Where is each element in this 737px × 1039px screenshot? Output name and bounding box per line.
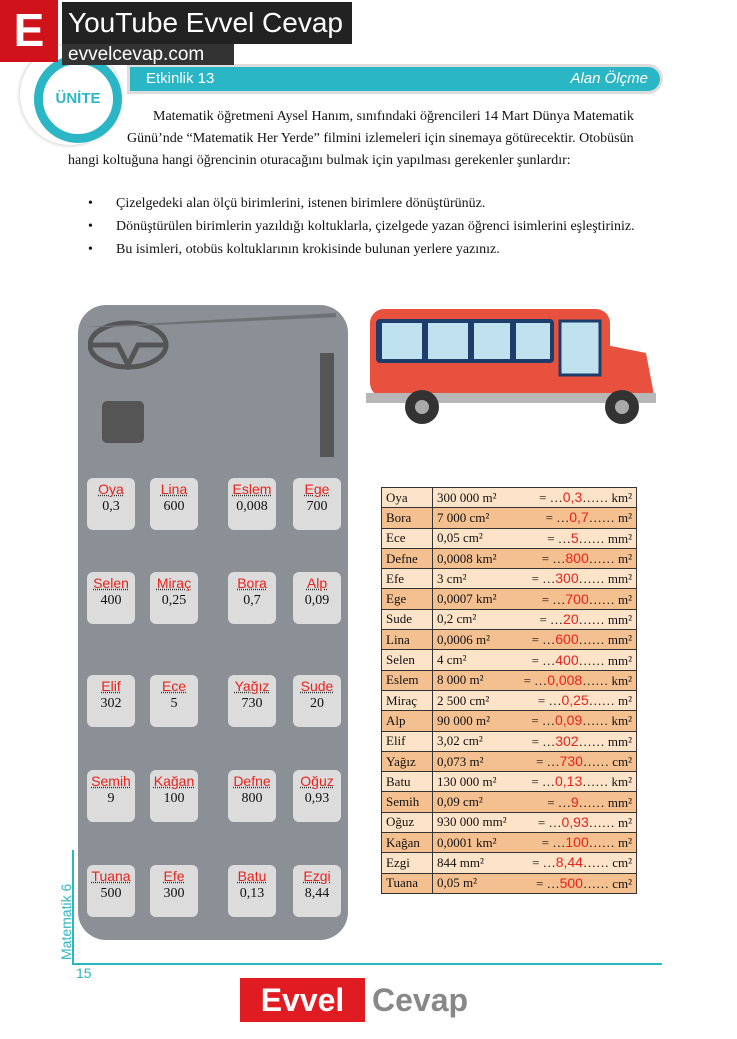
table-row: Elif 3,02 cm² = …302…… mm²: [382, 731, 637, 751]
target-unit: m²: [617, 591, 632, 607]
given-area: 0,0001 km²: [433, 833, 515, 853]
target-unit: mm²: [607, 652, 632, 668]
door-bar: [320, 353, 334, 457]
table-row: Bora 7 000 cm² = …0,7…… m²: [382, 508, 637, 528]
student-name: Efe: [382, 569, 433, 589]
answer: 20: [563, 610, 579, 627]
table-row: Alp 90 000 m² = …0,09…… km²: [382, 711, 637, 731]
intro-line: Günü’nde “Matematik Her Yerde” filmini izlemeleri için sinemaya götürecektir. Otobüsün: [127, 131, 634, 146]
target-unit: cm²: [612, 855, 632, 871]
seat-student-name: Lina: [160, 481, 188, 497]
student-name: Miraç: [382, 690, 433, 710]
given-area: 0,05 m²: [433, 873, 515, 893]
target-unit: mm²: [607, 530, 632, 546]
seat: [87, 478, 135, 530]
seat: [293, 572, 341, 624]
seat: [150, 675, 198, 727]
topic-title: Alan Ölçme: [570, 70, 648, 87]
seat-value: 400: [100, 593, 122, 608]
seat-student-name: Ece: [161, 678, 187, 694]
student-name: Ece: [382, 528, 433, 548]
answer: 500: [559, 874, 583, 891]
unit-label: ÜNİTE: [34, 55, 122, 143]
seat-student-name: Sude: [300, 678, 334, 694]
seat: [150, 478, 198, 530]
table-row: Tuana 0,05 m² = …500…… cm²: [382, 873, 637, 893]
given-area: 2 500 cm²: [433, 690, 515, 710]
seat-student-name: Kağan: [153, 773, 195, 789]
answer: 0,25: [561, 692, 589, 709]
answer: 0,13: [554, 773, 583, 790]
answer: 400: [555, 651, 579, 668]
seat-student-name: Semih: [91, 773, 131, 789]
target-unit: m²: [617, 835, 632, 851]
target-unit: km²: [611, 713, 632, 729]
seat-value: 0,93: [304, 791, 330, 806]
target-unit: m²: [617, 510, 632, 526]
student-name: Kağan: [382, 833, 433, 853]
target-unit: km²: [611, 672, 632, 688]
table-row: Semih 0,09 cm² = …9…… mm²: [382, 792, 637, 812]
target-unit: m²: [617, 551, 632, 567]
given-area: 3,02 cm²: [433, 731, 515, 751]
table-row: Efe 3 cm² = …300…… mm²: [382, 569, 637, 589]
book-label: Matematik 6: [58, 883, 74, 960]
seat-value: 0,09: [304, 593, 330, 608]
seat-value: 8,44: [304, 886, 330, 901]
seat-value: 800: [241, 791, 263, 806]
given-area: 300 000 m²: [433, 488, 515, 508]
footer-line: [72, 963, 662, 965]
student-name: Oğuz: [382, 812, 433, 832]
table-row: Miraç 2 500 cm² = …0,25…… m²: [382, 690, 637, 710]
target-unit: km²: [611, 774, 632, 790]
student-name: Bora: [382, 508, 433, 528]
intro-line: Matematik öğretmeni Aysel Hanım, sınıfındaki öğrencileri 14 Mart Dünya Matematik: [153, 109, 634, 124]
given-area: 4 cm²: [433, 650, 515, 670]
student-name: Lina: [382, 630, 433, 650]
answer: 0,008: [547, 671, 583, 688]
given-area: 3 cm²: [433, 569, 515, 589]
given-area: 8 000 m²: [433, 670, 515, 690]
given-area: 90 000 m²: [433, 711, 515, 731]
seat-value: 0,13: [239, 886, 265, 901]
bullet-item: • Çizelgedeki alan ölçü birimlerini, istenen birimlere dönüştürünüz.: [88, 196, 486, 211]
answer: 0,09: [554, 712, 583, 729]
footer-logo-left: Evvel: [240, 978, 365, 1022]
table-row: Selen 4 cm² = …400…… mm²: [382, 650, 637, 670]
dashboard-box: [102, 401, 144, 443]
seat-value: 700: [306, 499, 328, 514]
answer: 0,3: [562, 489, 583, 506]
table-row: Ezgi 844 mm² = …8,44…… cm²: [382, 853, 637, 873]
target-unit: mm²: [607, 794, 632, 810]
intro-line: hangi koltuğuna hangi öğrencinin oturacağını bulmak için yapılması gerekenler şunlardır:: [68, 153, 571, 168]
seat-value: 9: [107, 791, 115, 806]
table-row: Kağan 0,0001 km² = …100…… m²: [382, 833, 637, 853]
target-unit: m²: [617, 693, 632, 709]
given-area: 0,073 m²: [433, 751, 515, 771]
seat-value: 500: [100, 886, 122, 901]
student-name: Ezgi: [382, 853, 433, 873]
target-unit: cm²: [612, 875, 632, 891]
seat-student-name: Alp: [306, 575, 328, 591]
seat: [228, 675, 276, 727]
answer: 800: [565, 550, 589, 567]
seat-student-name: Ege: [304, 481, 330, 497]
student-name: Tuana: [382, 873, 433, 893]
seat-student-name: Selen: [93, 575, 129, 591]
table-row: Yağız 0,073 m² = …730…… cm²: [382, 751, 637, 771]
seat-student-name: Bora: [237, 575, 267, 591]
conversion-table: [381, 487, 637, 894]
given-area: 930 000 mm²: [433, 812, 515, 832]
seat-student-name: Miraç: [156, 575, 192, 591]
answer: 700: [565, 590, 589, 607]
target-unit: mm²: [607, 733, 632, 749]
student-name: Elif: [382, 731, 433, 751]
answer: 100: [565, 834, 589, 851]
table-row: Sude 0,2 cm² = …20…… mm²: [382, 609, 637, 629]
seat-student-name: Yağız: [234, 678, 270, 694]
table-row: Ege 0,0007 km² = …700…… m²: [382, 589, 637, 609]
answer: 730: [559, 753, 583, 769]
target-unit: mm²: [607, 571, 632, 587]
answer: 9: [570, 793, 579, 810]
seat-student-name: Tuana: [91, 868, 131, 884]
table-row: Batu 130 000 m² = …0,13…… km²: [382, 772, 637, 792]
watermark-site: evvelcevap.com: [62, 44, 234, 65]
bullet-item: • Dönüştürülen birimlerin yazıldığı koltuklarla, çizelgede yazan öğrenci isimlerini eşleştiriniz.: [88, 219, 635, 234]
seat: [228, 478, 276, 530]
given-area: 0,05 cm²: [433, 528, 515, 548]
student-name: Eslem: [382, 670, 433, 690]
student-name: Semih: [382, 792, 433, 812]
bus-illustration: [366, 305, 658, 430]
seat-value: 302: [100, 696, 122, 711]
seat-value: 0,7: [243, 593, 261, 608]
seat: [87, 865, 135, 917]
seat-value: 0,3: [102, 499, 120, 514]
student-name: Defne: [382, 548, 433, 568]
given-area: 0,0008 km²: [433, 548, 515, 568]
seat: [87, 572, 135, 624]
given-area: 130 000 m²: [433, 772, 515, 792]
seat: [87, 770, 135, 822]
answer: 5: [570, 529, 579, 546]
seat-value: 20: [310, 696, 324, 711]
answer: 300: [555, 570, 579, 587]
target-unit: mm²: [607, 611, 632, 627]
answer: 0,7: [569, 509, 589, 526]
student-name: Yağız: [382, 751, 433, 771]
seat: [150, 865, 198, 917]
table-row: Eslem 8 000 m² = …0,008…… km²: [382, 670, 637, 690]
given-area: 7 000 cm²: [433, 508, 515, 528]
table-row: Ece 0,05 cm² = …5…… mm²: [382, 528, 637, 548]
seat: [87, 675, 135, 727]
seat-student-name: Batu: [237, 868, 267, 884]
student-name: Oya: [382, 488, 433, 508]
student-name: Ege: [382, 589, 433, 609]
seat-value: 0,008: [236, 499, 268, 514]
seat-value: 5: [170, 696, 178, 711]
seat-student-name: Efe: [163, 868, 185, 884]
seat: [228, 770, 276, 822]
target-unit: mm²: [607, 632, 632, 648]
page-number: 15: [76, 965, 92, 981]
given-area: 0,0006 m²: [433, 630, 515, 650]
table-row: Defne 0,0008 km² = …800…… m²: [382, 548, 637, 568]
footer-logo-right: Cevap: [372, 982, 469, 1018]
answer: 8,44: [555, 854, 583, 871]
steering-wheel-icon: [88, 317, 188, 377]
seat-value: 300: [163, 886, 185, 901]
answer: 302: [555, 732, 579, 749]
activity-header: [130, 67, 660, 91]
given-area: 0,0007 km²: [433, 589, 515, 609]
seat-student-name: Defne: [233, 773, 271, 789]
seat-value: 600: [163, 499, 185, 514]
seat-value: 0,25: [161, 593, 187, 608]
given-area: 0,09 cm²: [433, 792, 515, 812]
answer: 600: [555, 631, 579, 648]
student-name: Batu: [382, 772, 433, 792]
seat-value: 730: [241, 696, 263, 711]
seat-student-name: Elif: [101, 678, 121, 694]
watermark-channel: YouTube Evvel Cevap: [62, 2, 352, 44]
seat: [228, 865, 276, 917]
target-unit: km²: [611, 490, 632, 506]
seat-student-name: Eslem: [232, 481, 272, 497]
table-row: Oğuz 930 000 mm² = …0,93…… m²: [382, 812, 637, 832]
seat: [228, 572, 276, 624]
given-area: 844 mm²: [433, 853, 515, 873]
student-name: Selen: [382, 650, 433, 670]
seat: [150, 770, 198, 822]
seat-student-name: Ezgi: [303, 868, 331, 884]
seat: [293, 675, 341, 727]
seat: [293, 865, 341, 917]
seat-student-name: Oya: [98, 481, 124, 497]
answer: 0,93: [561, 813, 589, 830]
seat-student-name: Oğuz: [300, 773, 334, 789]
student-name: Alp: [382, 711, 433, 731]
seat: [293, 478, 341, 530]
table-row: Lina 0,0006 m² = …600…… mm²: [382, 630, 637, 650]
seat: [150, 572, 198, 624]
target-unit: cm²: [612, 754, 632, 769]
target-unit: m²: [617, 814, 632, 830]
student-name: Sude: [382, 609, 433, 629]
bullet-item: • Bu isimleri, otobüs koltuklarının krokisinde bulunan yerlere yazınız.: [88, 242, 500, 257]
table-row: Oya 300 000 m² = …0,3…… km²: [382, 488, 637, 508]
activity-title: Etkinlik 13: [146, 70, 215, 87]
bus-seat-plan: [78, 305, 348, 940]
watermark-logo: E: [0, 0, 58, 62]
seat: [293, 770, 341, 822]
seat-value: 100: [163, 791, 185, 806]
given-area: 0,2 cm²: [433, 609, 515, 629]
